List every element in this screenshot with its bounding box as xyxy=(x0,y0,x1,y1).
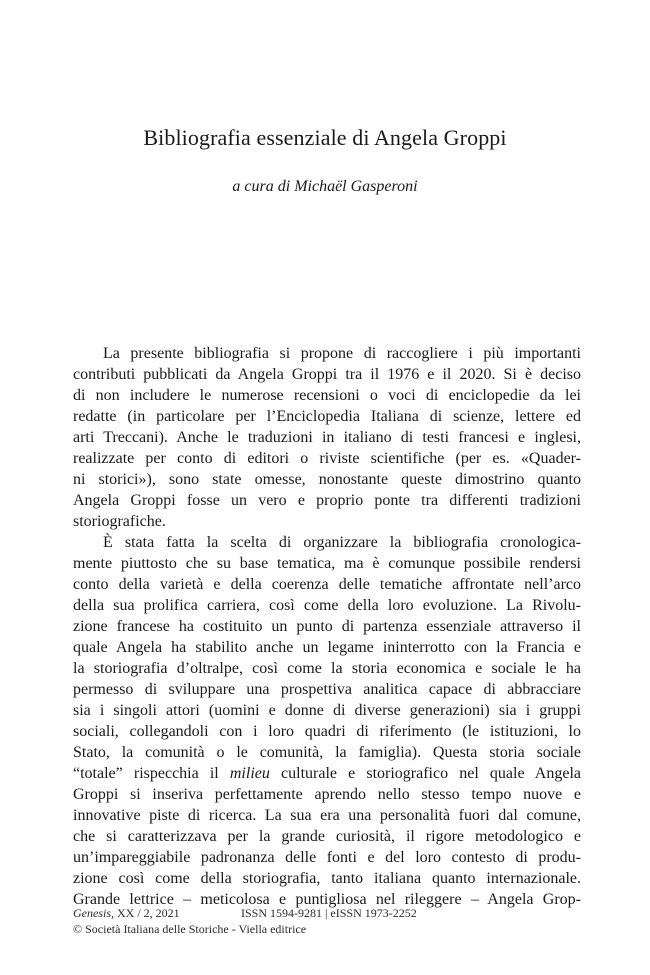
page-footer xyxy=(73,905,581,937)
journal-name: Genesis xyxy=(73,906,111,920)
text-line: Angela Groppi fosse un vero e proprio ponte tra differenti tradizioni xyxy=(73,492,581,509)
text-line: redatte (in particolare per l’Enciclopedia Italiana di scienze, lettere ed xyxy=(73,408,581,425)
copyright-notice: © Società Italiana delle Storiche - Viella editrice xyxy=(73,922,307,936)
text-fragment: “totale” rispecchia il xyxy=(73,765,230,782)
text-line: della sua prolifica carriera, così come della loro evoluzione. La Rivolu- xyxy=(73,597,581,614)
text-line: Grande lettrice – meticolosa e puntigliosa nel rileggere – Angela Grop- xyxy=(73,891,581,908)
text-line: che si caratterizzava per la grande curiosità, il rigore metodologico e xyxy=(73,828,581,845)
text-line: zione così come della storiografia, tanto italiana quanto internazionale. xyxy=(73,870,581,887)
text-line: innovative piste di ricerca. La sua era una personalità fuori dal comune, xyxy=(73,807,581,824)
document-editor: a cura di Michaël Gasperoni xyxy=(232,178,418,195)
italic-term: milieu xyxy=(229,765,270,782)
body-text xyxy=(73,343,581,910)
text-line: storiografiche. xyxy=(73,513,166,530)
text-line: permesso di sviluppare una prospettiva analitica capace di abbracciare xyxy=(73,681,581,698)
document-title: Bibliografia essenziale di Angela Groppi xyxy=(143,125,507,150)
text-line: sia i singoli attori (uomini e donne di diverse generazioni) sia i gruppi xyxy=(73,702,581,719)
text-line: zione francese ha costituito un punto di partenza essenziale attraverso il xyxy=(73,618,581,635)
text-line: conto della varietà e della coerenza delle tematiche affrontate nell’arco xyxy=(73,576,581,593)
issn-info: ISSN 1594-9281 | eISSN 1973-2252 xyxy=(241,906,417,920)
text-line: arti Treccani). Anche le traduzioni in italiano di testi francesi e inglesi, xyxy=(73,429,581,446)
text-fragment: culturale e storiografico nel quale Angela xyxy=(281,765,582,782)
text-line: quale Angela ha stabilito anche un legame ininterrotto con la Francia e xyxy=(73,639,581,656)
footer-citation-row xyxy=(73,905,581,921)
text-line: realizzate per conto di editori o riviste scientifiche (per es. «Quader- xyxy=(73,450,581,467)
text-line: un’impareggiabile padronanza delle fonti e del loro contesto di produ- xyxy=(73,849,581,866)
text-line: mente piuttosto che su base tematica, ma è comunque possibile rendersi xyxy=(73,555,581,572)
text-line: contributi pubblicati da Angela Groppi tra il 1976 e il 2020. Si è deciso xyxy=(73,366,581,383)
text-line: la storiografia d’oltralpe, così come la storia economica e sociale le ha xyxy=(73,660,581,677)
text-line: È stata fatta la scelta di organizzare la bibliografia cronologica- xyxy=(103,534,581,551)
text-line: ni storici»), sono state omesse, nonostante queste dimostrino quanto xyxy=(73,471,581,488)
journal-issue: , XX / 2, 2021 xyxy=(111,906,180,920)
text-line: Groppi si inseriva perfettamente aprendo nello stesso tempo nuove e xyxy=(73,786,581,803)
text-line: di non includere le numerose recensioni o voci di enciclopedie da lei xyxy=(73,387,581,404)
text-line: La presente bibliografia si propone di raccogliere i più importanti xyxy=(103,345,581,362)
text-line: Stato, la comunità o le comunità, la famiglia). Questa storia sociale xyxy=(73,744,581,761)
text-line xyxy=(73,763,581,784)
text-line: sociali, collegandoli con i loro quadri di riferimento (le istituzioni, lo xyxy=(73,723,581,740)
